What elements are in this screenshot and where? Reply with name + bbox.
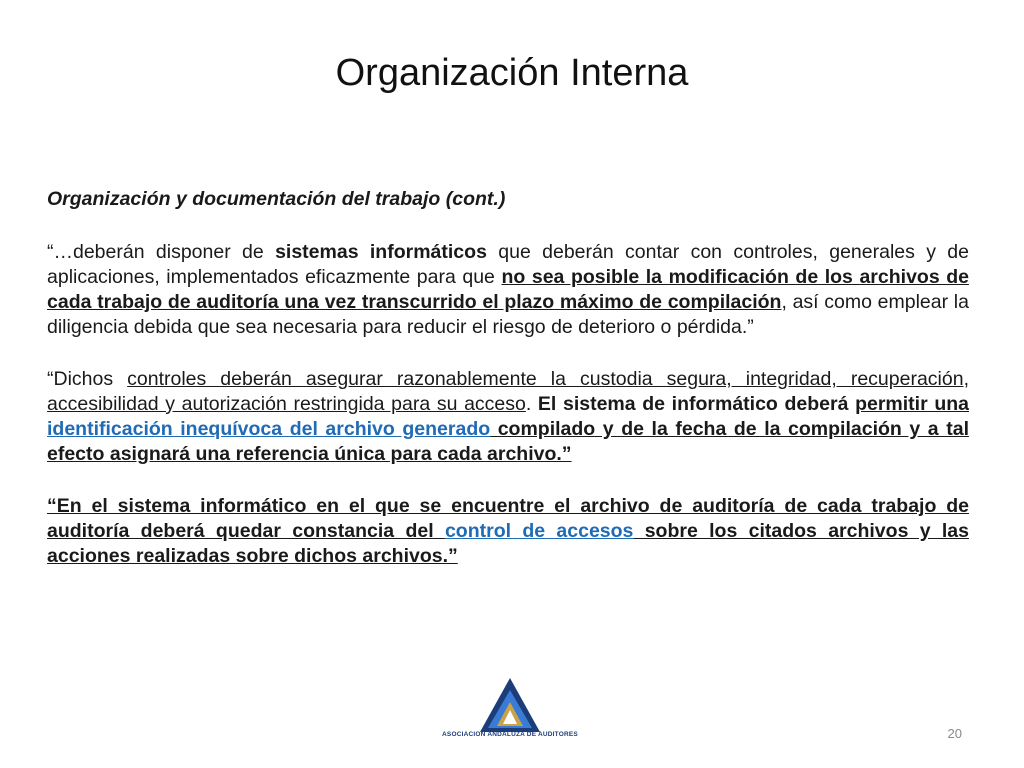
quote-paragraph-1 [47, 240, 969, 340]
quote-2-text: “Dichos [47, 368, 128, 390]
quote-2-underlined: controles deberán asegurar razonablemente la custodia segura, integridad, recuperación, accesibilidad y autorización restringida para su acceso [47, 368, 969, 415]
logo-caption: ASOCIACION ANDALUZA DE AUDITORES [442, 731, 578, 738]
quote-3-blue-emphasis: control de accesos [444, 520, 634, 542]
quote-2-bold: El sistema de informático deberá [537, 393, 856, 415]
quote-paragraph-2 [47, 367, 969, 467]
quote-1-bold-term: sistemas informáticos [275, 241, 487, 263]
association-logo [430, 672, 590, 744]
quote-paragraph-3 [47, 494, 969, 569]
quote-3-emphasis: sobre los citados archivos y las acciones realizadas sobre dichos archivos.” [47, 520, 969, 567]
quote-2-text: . [525, 393, 538, 415]
quote-3-emphasis: “En el sistema informático en el que se encuentre el archivo de auditoría de cada trabajo de auditoría deberá quedar constancia del [47, 495, 969, 542]
page-number: 20 [947, 726, 962, 741]
quote-2-emphasis: permitir una [855, 393, 969, 415]
slide-body [47, 186, 969, 596]
quote-2-emphasis: compilado y de la fecha de la compilación y a tal efecto asignará una referencia única para cada archivo.” [47, 418, 969, 465]
quote-1-text: que deberán contar con controles, generales y de aplicaciones, implementados eficazmente para que [47, 241, 969, 288]
quote-1-text: , así como emplear la diligencia debida que sea necesaria para reducir el riesgo de deterioro o pérdida.” [47, 291, 969, 338]
section-subtitle: Organización y documentación del trabajo (cont.) [47, 188, 506, 210]
quote-1-emphasis: no sea posible la modificación de los archivos de cada trabajo de auditoría una vez transcurrido el plazo máximo de compilación [47, 266, 969, 313]
slide-title: Organización Interna [335, 52, 689, 94]
quote-2-blue-emphasis: identificación inequívoca del archivo generado [47, 418, 491, 440]
quote-1-text: “…deberán disponer de [47, 241, 276, 263]
